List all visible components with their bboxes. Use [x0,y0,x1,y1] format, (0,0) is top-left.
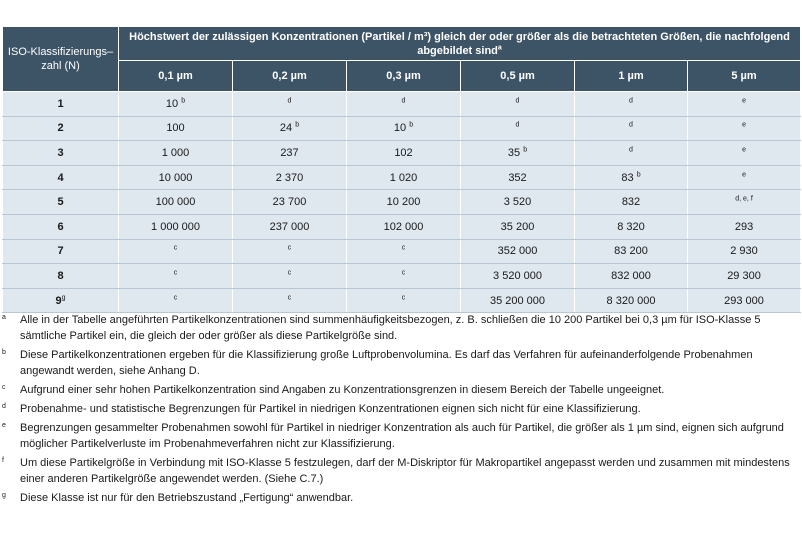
iso-class-cell [3,92,119,117]
footnote-text: Diese Klasse ist nur für den Betriebszustand „Fertigung“ anwendbar. [20,492,354,504]
concentration-cell [575,141,688,166]
concentration-value: 1 020 [389,171,418,184]
concentration-cell [688,264,801,289]
concentration-cell [233,116,347,141]
concentration-cell [347,190,461,215]
footnote [2,490,798,506]
concentration-value: 237 [280,146,299,159]
footnote-mark: b [295,121,300,129]
main-header-footnote-mark: a [497,43,502,51]
concentration-cell [461,165,575,190]
iso-class-value: 6 [57,220,64,233]
table-row [3,92,801,117]
concentration-cell [119,214,233,239]
concentration-cell [461,141,575,166]
footnote-mark: c [173,293,178,301]
concentration-cell [347,264,461,289]
iso-class-cell [3,141,119,166]
concentration-value: 832 000 [611,269,651,282]
concentration-cell [119,288,233,313]
concentration-cell [347,116,461,141]
concentration-cell [461,288,575,313]
footnote-text: Um diese Partikelgröße in Verbindung mit ISO-Klasse 5 festzulegen, darf der M-Diskriptor für Makropartikel angepasst werden und zusammen mit mindestens einer anderen Partikelgröße angewendet werden. (Siehe C.7.) [20,457,790,485]
concentration-cell [575,214,688,239]
concentration-cell [575,165,688,190]
footnote-text: Aufgrund einer sehr hohen Partikelkonzentration sind Angaben zu Konzentrationsgrenzen in diesem Bereich der Tabelle ungeeignet. [20,384,665,396]
table-row [3,190,801,215]
concentration-value: 1 000 000 [151,220,200,233]
concentration-cell [233,165,347,190]
table-row [3,141,801,166]
footnote [2,312,798,344]
footnote-mark: b [181,97,186,105]
concentration-value: 293 [734,220,754,233]
footnote-mark: e [742,170,746,178]
concentration-value: 10 000 [158,171,193,184]
footnote-mark: e [2,422,6,429]
concentration-cell [119,165,233,190]
concentration-value: 24 [279,122,293,135]
concentration-cell [461,239,575,264]
corner-header: ISO-Klassifizierungs–zahl (N) [3,27,119,92]
iso-class-value: 1 [57,97,64,110]
iso-class-value: 5 [57,196,64,209]
size-header: 1 µm [575,61,688,92]
concentration-cell [119,239,233,264]
concentration-cell [233,288,347,313]
concentration-cell [575,190,688,215]
iso-class-value: 9 [55,294,62,307]
concentration-cell [688,288,801,313]
table-row [3,264,801,289]
concentration-cell [347,239,461,264]
footnote-mark: b [523,146,528,154]
iso-class-cell [3,264,119,289]
iso-class-value: 2 [57,122,64,135]
concentration-value: 35 [507,146,521,159]
table-row [3,214,801,239]
footnote [2,455,798,487]
footnote-mark: d [629,97,633,105]
concentration-cell [347,141,461,166]
concentration-value: 237 000 [269,220,310,233]
concentration-cell [119,141,233,166]
footnote-mark: c [173,244,178,252]
table-row [3,116,801,141]
concentration-cell [575,239,688,264]
concentration-value: 83 200 [614,245,648,258]
footnote-text: Begrenzungen gesammelter Probenahmen sowohl für Partikel in niedriger Konzentration als auch für Partikel, die größer als 1 µm sind, eignen sich aufgrund möglicher Partikelverluste im Probenahmeverfahren nicht zur Klassifizierung. [20,422,784,450]
concentration-cell [233,190,347,215]
concentration-cell [688,116,801,141]
concentration-value: 100 [166,122,185,135]
footnote-mark: b [409,121,414,129]
table-row [3,165,801,190]
concentration-value: 83 [621,171,634,184]
concentration-cell [347,288,461,313]
concentration-value: 352 [508,171,527,184]
size-header: 0,3 µm [347,61,461,92]
concentration-cell [347,165,461,190]
concentration-cell [347,214,461,239]
iso-classification-table [2,26,801,313]
footnote [2,401,798,417]
main-header-text: Höchstwert der zulässigen Konzentrationen (Partikel / m³) gleich der oder größer als die betrachteten Größen, die nachfolgend abgebildet sind [129,30,790,57]
concentration-value: 352 000 [497,245,538,258]
footnote-mark: f [2,457,4,464]
footnote-mark: e [742,146,746,154]
concentration-cell [119,116,233,141]
concentration-value: 10 [165,97,179,110]
iso-class-cell [3,190,119,215]
concentration-cell [233,264,347,289]
concentration-value: 23 700 [272,196,307,209]
concentration-value: 8 320 [617,220,645,233]
main-header [119,27,801,61]
iso-class-value: 4 [57,171,64,184]
footnote-mark: c [287,244,292,252]
concentration-value: 8 320 000 [606,294,656,307]
concentration-cell [461,116,575,141]
table-row [3,288,801,313]
concentration-value: 832 [621,196,641,209]
size-header: 0,5 µm [461,61,575,92]
footnote-mark: d [515,121,520,129]
footnote-text: Probenahme- und statistische Begrenzungen für Partikel in niedrigen Konzentrationen eignen sich nicht für eine Klassifizierung. [20,403,641,415]
size-header: 0,1 µm [119,61,233,92]
concentration-value: 102 000 [383,220,424,233]
footnote-mark: g [2,492,6,499]
concentration-value: 293 000 [724,294,764,307]
footnote-mark: d [629,146,633,154]
concentration-value: 3 520 [503,196,532,209]
concentration-cell [688,239,801,264]
footnote-text: Alle in der Tabelle angeführten Partikelkonzentrationen sind summenhäufigkeitsbezogen, z. B. schließen die 10 200 Partikel bei 0,3 µm für ISO-Klasse 5 sämtliche Partikel ein, die gleich der oder größer als diese Partikelgröße sind. [20,314,761,342]
footnote-mark: c [401,293,406,301]
footnote-mark: c [2,384,6,391]
footnote-mark: e [742,121,746,129]
footnote-mark: a [2,314,6,321]
concentration-value: 35 200 [500,220,535,233]
footnote-mark: d [401,97,406,105]
concentration-value: 102 [394,146,413,159]
concentration-cell [688,214,801,239]
concentration-cell [461,264,575,289]
footnote-mark: c [401,244,406,252]
concentration-cell [688,92,801,117]
footnotes [2,312,798,509]
concentration-value: 2 930 [730,245,758,258]
table-row [3,239,801,264]
concentration-cell [575,116,688,141]
footnote-mark: c [173,269,178,277]
table-body [3,92,801,313]
size-header: 5 µm [688,61,801,92]
footnote-mark: d [2,403,6,410]
iso-class-value: 7 [57,245,64,258]
concentration-cell [575,264,688,289]
footnote-mark: c [287,269,292,277]
size-header: 0,2 µm [233,61,347,92]
concentration-value: 3 520 000 [493,269,542,282]
concentration-value: 29 300 [727,269,761,282]
concentration-cell [575,288,688,313]
footnote-mark: b [636,170,641,178]
iso-class-cell [3,288,119,313]
concentration-cell [233,141,347,166]
footnote [2,347,798,379]
iso-class-value: 8 [57,269,64,282]
iso-class-cell [3,116,119,141]
concentration-cell [575,92,688,117]
footnote-mark: c [287,293,292,301]
concentration-cell [347,92,461,117]
concentration-cell [233,92,347,117]
iso-class-cell [3,239,119,264]
footnote-mark: d [515,97,520,105]
concentration-cell [461,214,575,239]
iso-class-value: 3 [57,146,64,159]
concentration-value: 1 000 [161,146,190,159]
footnote-mark: c [401,269,406,277]
footnote-mark: e [742,97,746,105]
concentration-cell [119,190,233,215]
footnote [2,382,798,398]
concentration-value: 35 200 000 [489,294,546,307]
concentration-cell [688,141,801,166]
footnote-mark: b [2,349,6,356]
iso-class-cell [3,165,119,190]
footnote-mark: d [629,121,633,129]
concentration-cell [119,264,233,289]
concentration-value: 10 200 [386,196,421,209]
concentration-cell [233,239,347,264]
footnote [2,420,798,452]
footnote-mark: g [61,293,66,301]
iso-class-cell [3,214,119,239]
concentration-cell [461,190,575,215]
concentration-cell [461,92,575,117]
footnote-mark: d, e, f [735,195,753,203]
concentration-value: 100 000 [155,196,196,209]
concentration-value: 2 370 [275,171,304,184]
footnote-text: Diese Partikelkonzentrationen ergeben für die Klassifizierung große Luftprobenvolumina. Es darf das Verfahren für aufeinanderfolgende Probenahmen angewandt werden, siehe Anhang D. [20,349,753,377]
concentration-cell [233,214,347,239]
concentration-cell [688,190,801,215]
concentration-value: 10 [393,122,407,135]
concentration-cell [119,92,233,117]
footnote-mark: d [287,97,292,105]
concentration-cell [688,165,801,190]
